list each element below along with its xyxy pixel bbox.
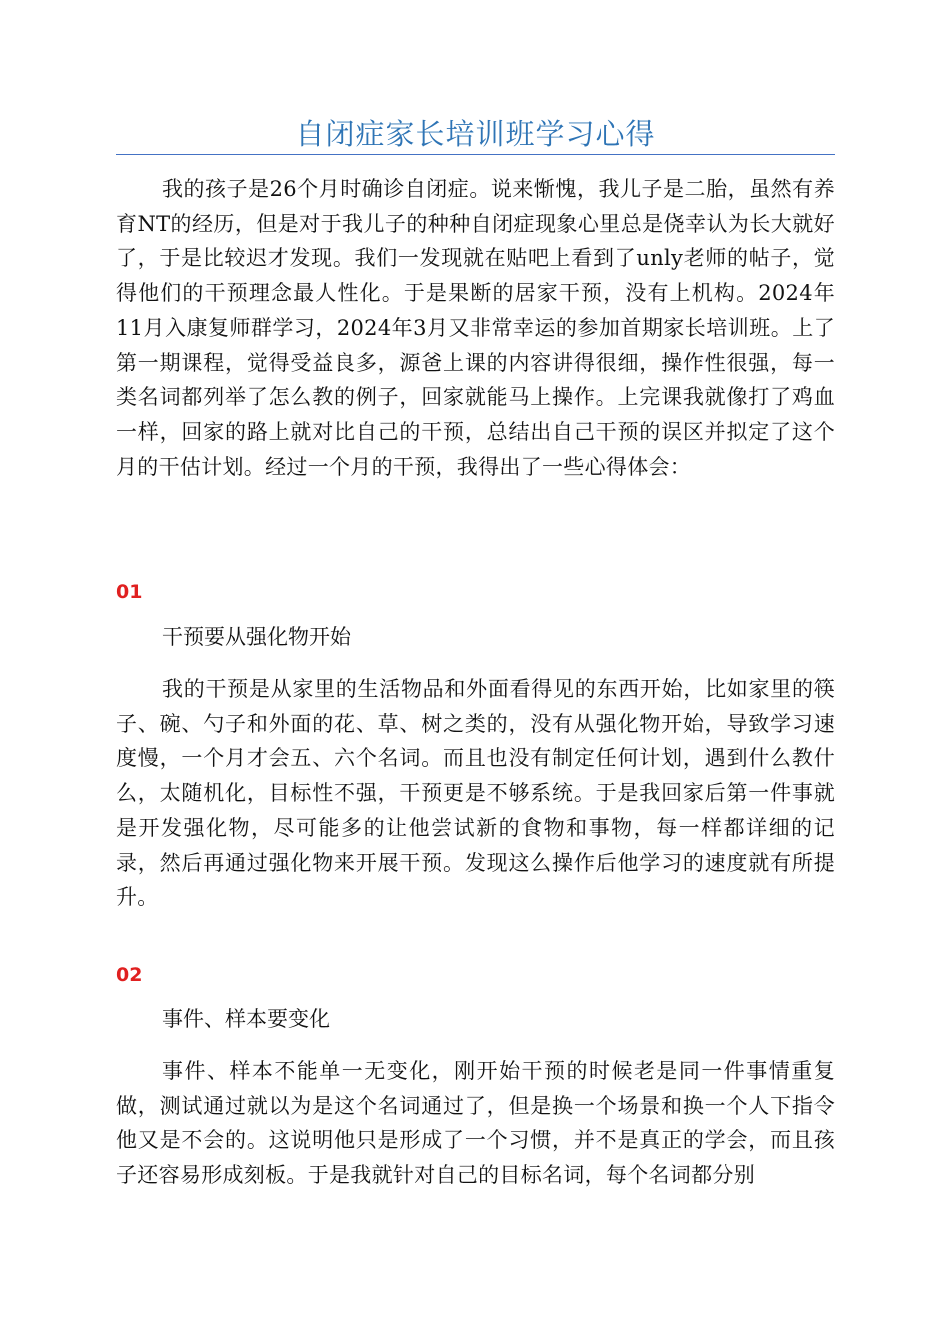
section-heading: 事件、样本要变化 [162,1007,330,1031]
section-heading: 干预要从强化物开始 [162,625,351,649]
section-number: 02 [116,964,143,986]
section-paragraph: 我的干预是从家里的生活物品和外面看得见的东西开始，比如家里的筷子、碗、勺子和外面的花、草、树之类的，没有从强化物开始，导致学习速度慢，一个月才会五、六个名词。而且也没有制定任何计划，遇到什么教什么，太随机化，目标性不强，干预更是不够系统。于是我回家后第一件事就是开发强化物，尽可能多的让他尝试新的食物和事物，每一样都详细的记录，然后再通过强化物来开展干预。发现这么操作后他学习的速度就有所提升。 [116,677,835,910]
title-underline [116,154,835,155]
section-number: 01 [116,581,143,603]
section-paragraph: 事件、样本不能单一无变化，刚开始干预的时候老是同一件事情重复做，测试通过就以为是这个名词通过了，但是换一个场景和换一个人下指令他又是不会的。这说明他只是形成了一个习惯，并不是真正的学会，而且孩子还容易形成刻板。于是我就针对自己的目标名词，每个名词都分别 [116,1059,835,1188]
intro-paragraph: 我的孩子是26个月时确诊自闭症。说来惭愧，我儿子是二胎，虽然有养育NT的经历，但是对于我儿子的种种自闭症现象心里总是侥幸认为长大就好了，于是比较迟才发现。我们一发现就在贴吧上看到了unly老师的帖子，觉得他们的干预理念最人性化。于是果断的居家干预，没有上机构。2024年11月入康复师群学习，2024年3月又非常幸运的参加首期家长培训班。上了第一期课程，觉得受益良多，源爸上课的内容讲得很细，操作性很强，每一类名词都列举了怎么教的例子，回家就能马上操作。上完课我就像打了鸡血一样，回家的路上就对比自己的干预，总结出自己干预的误区并拟定了这个月的干估计划。经过一个月的干预，我得出了一些心得体会： [116,177,835,479]
document-title: 自闭症家长培训班学习心得 [295,117,656,151]
